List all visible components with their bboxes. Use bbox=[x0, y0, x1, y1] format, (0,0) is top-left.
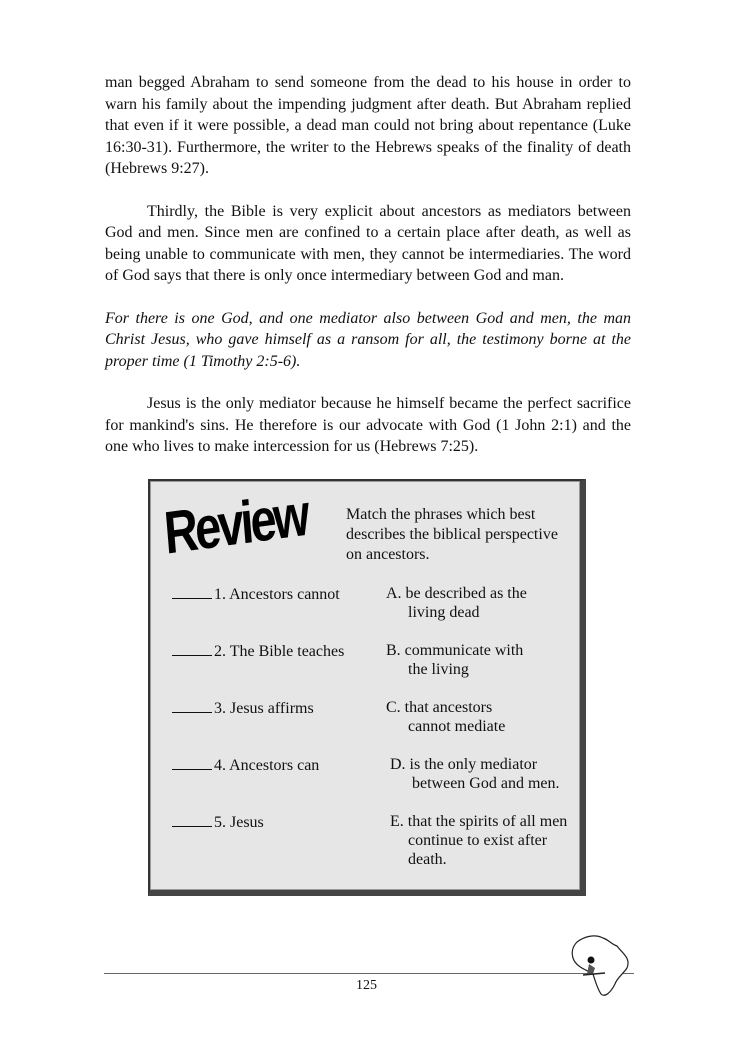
answer-blank[interactable] bbox=[172, 698, 212, 713]
item-phrase: 2. The Bible teaches bbox=[214, 642, 345, 660]
answer-blank[interactable] bbox=[172, 641, 212, 656]
option-text: cannot mediate bbox=[408, 717, 506, 735]
item-phrase: 3. Jesus affirms bbox=[214, 699, 314, 717]
option-text: E. that the spirits of all men bbox=[390, 812, 568, 830]
option-text: death. bbox=[408, 850, 447, 868]
paragraph: man begged Abraham to send someone from the dead to his house in order to warn his family about the impending judgment after death. But Abraham replied that even if it were possible, a dead man could not bring about repentance (Luke 16:30-31). Furthermore, the writer to the Hebrews speaks of the finality of death (Hebrews 9:27). bbox=[105, 74, 631, 177]
option-text: between God and men. bbox=[412, 774, 560, 792]
page-body bbox=[105, 0, 631, 896]
page-footer bbox=[0, 956, 749, 1016]
review-heading: Review bbox=[161, 480, 310, 567]
option-text: living dead bbox=[408, 603, 480, 621]
option-text: D. is the only mediator bbox=[390, 755, 538, 773]
paragraph: Jesus is the only mediator because he himself became the perfect sacrifice for mankind's sins. He therefore is our advocate with God (1 John 2:1) and the one who lives to make intercession for us (Hebrews 7:25). bbox=[105, 395, 631, 455]
page-number: 125 bbox=[356, 977, 377, 993]
item-phrase: 5. Jesus bbox=[214, 813, 264, 831]
answer-blank[interactable] bbox=[172, 755, 212, 770]
africa-map-icon bbox=[565, 928, 635, 1000]
item-phrase: 1. Ancestors cannot bbox=[214, 585, 340, 603]
footer-rule bbox=[104, 973, 634, 974]
review-box bbox=[148, 479, 586, 896]
item-phrase: 4. Ancestors can bbox=[214, 756, 320, 774]
paragraph: Thirdly, the Bible is very explicit about ancestors as mediators between God and men. Since men are confined to a certain place after death, as well as being unable to communicate with men, they cannot be intermediaries. The word of God says that there is only once intermediary between God and man. bbox=[105, 202, 631, 284]
scripture-quote: For there is one God, and one mediator also between God and men, the man Christ Jesus, who gave himself as a ransom for all, the testimony borne at the proper time (1 Timothy 2:5-6). bbox=[105, 309, 631, 370]
option-text: B. communicate with bbox=[386, 641, 524, 659]
answer-blank[interactable] bbox=[172, 584, 212, 599]
option-text: continue to exist after bbox=[408, 831, 548, 849]
option-text: C. that ancestors bbox=[386, 698, 493, 716]
option-text: A. be described as the bbox=[386, 584, 527, 602]
option-text: the living bbox=[408, 660, 469, 678]
review-instructions: Match the phrases which best describes the biblical perspective on ancestors. bbox=[346, 505, 558, 563]
answer-blank[interactable] bbox=[172, 812, 212, 827]
